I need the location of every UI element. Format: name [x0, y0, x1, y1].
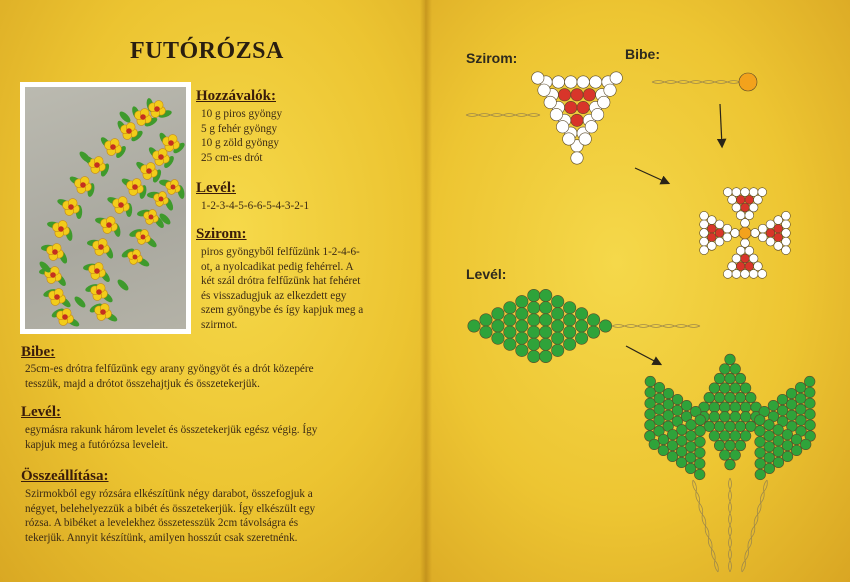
green-bead: [740, 402, 751, 413]
petal-line: szirmot.: [201, 318, 238, 331]
green-bead: [782, 451, 793, 462]
green-bead: [575, 332, 587, 344]
green-bead: [720, 431, 731, 442]
green-bead: [695, 447, 706, 458]
red-bead: [558, 89, 570, 101]
green-bead: [695, 436, 706, 447]
green-bead: [540, 350, 552, 362]
white-bead: [728, 262, 737, 271]
green-bead: [575, 320, 587, 332]
green-bead: [740, 431, 751, 442]
green-bead: [805, 398, 816, 409]
white-bead: [774, 216, 783, 225]
green-bead: [492, 320, 504, 332]
white-bead: [563, 133, 575, 145]
green-bead: [730, 383, 741, 394]
green-bead: [730, 364, 741, 375]
ingredient-item: 10 g zöld gyöngy: [201, 137, 279, 149]
green-bead: [599, 320, 611, 332]
green-bead: [663, 388, 674, 399]
assembled-leaves-diagram: [644, 354, 815, 480]
green-bead: [563, 302, 575, 314]
green-bead: [735, 392, 746, 403]
green-bead: [805, 387, 816, 398]
green-bead: [704, 392, 715, 403]
green-bead: [551, 344, 563, 356]
petal-heading: Szirom:: [196, 226, 247, 242]
green-bead: [540, 289, 552, 301]
red-bead: [766, 229, 775, 238]
red-bead: [774, 224, 783, 233]
green-bead: [730, 402, 741, 413]
green-bead: [672, 394, 683, 405]
green-bead: [800, 439, 811, 450]
white-bead: [749, 270, 758, 279]
leaf-wire: [612, 325, 700, 328]
white-bead: [749, 203, 758, 212]
ingredients-heading: Hozzávalók:: [196, 88, 276, 104]
green-bead: [645, 376, 656, 387]
green-bead: [709, 383, 720, 394]
green-bead: [740, 411, 751, 422]
white-bead: [589, 76, 601, 88]
white-bead: [758, 233, 767, 242]
white-bead: [552, 76, 564, 88]
green-bead: [528, 326, 540, 338]
leaf-line: kapjuk meg a futórózsa leveleit.: [25, 438, 169, 451]
stem-wire-center: [729, 478, 732, 572]
green-bead: [504, 302, 516, 314]
petal-line: és visszadugjuk az elkezdett egy: [201, 289, 347, 302]
green-bead: [720, 411, 731, 422]
green-bead: [540, 326, 552, 338]
green-bead: [805, 420, 816, 431]
green-bead: [725, 354, 736, 365]
stem-wire-left: [693, 480, 719, 572]
green-bead: [516, 295, 528, 307]
green-bead: [654, 382, 665, 393]
green-bead: [528, 338, 540, 350]
green-bead: [480, 326, 492, 338]
white-bead: [591, 108, 603, 120]
white-bead: [700, 237, 709, 246]
green-bead: [528, 302, 540, 314]
arrow-to-leaves: [626, 346, 660, 364]
stamen-line: tesszük, majd a drótot összehajtjuk és összetekerjük.: [25, 377, 260, 390]
white-bead: [774, 242, 783, 251]
white-bead: [715, 220, 724, 229]
white-bead: [723, 224, 732, 233]
red-bead: [774, 233, 783, 242]
white-bead: [700, 229, 709, 238]
white-bead: [732, 203, 741, 212]
white-bead: [577, 76, 589, 88]
red-bead: [571, 114, 583, 126]
petal-wire: [466, 114, 540, 117]
white-bead: [741, 239, 750, 248]
page-title: FUTÓRÓZSA: [130, 38, 284, 64]
white-bead: [604, 84, 616, 96]
ingredient-item: 5 g fehér gyöngy: [201, 122, 278, 135]
white-bead: [723, 188, 732, 197]
stamen-heading: Bibe:: [21, 344, 56, 360]
green-bead: [587, 314, 599, 326]
white-bead: [782, 237, 791, 246]
green-bead: [528, 314, 540, 326]
green-bead: [709, 411, 720, 422]
assembly-line: tekerjük. Annyit készítünk, amilyen hosszút csak szeretnénk.: [25, 531, 298, 544]
petal-line: piros gyöngyből felfűzünk 1-2-4-6-: [201, 246, 360, 258]
red-bead: [736, 262, 745, 271]
white-bead: [707, 242, 716, 251]
green-bead: [563, 338, 575, 350]
green-bead: [516, 320, 528, 332]
red-bead: [736, 195, 745, 204]
white-bead: [749, 254, 758, 263]
white-bead: [745, 211, 754, 220]
red-bead: [565, 101, 577, 113]
petal-line: ot, a nyolcadikat pedig fehérrel. A: [201, 260, 354, 273]
green-bead: [720, 383, 731, 394]
ingredient-item: 25 cm-es drót: [201, 151, 263, 164]
green-bead: [504, 326, 516, 338]
petal-line: két szál drótra felfűzünk hat fehéret: [201, 275, 361, 287]
white-bead: [723, 270, 732, 279]
ingredient-item: 10 g piros gyöngy: [201, 108, 283, 120]
green-bead: [551, 295, 563, 307]
red-bead: [741, 203, 750, 212]
white-bead: [741, 188, 750, 197]
green-bead: [730, 411, 741, 422]
red-bead: [707, 224, 716, 233]
green-bead: [695, 426, 706, 437]
green-bead: [709, 402, 720, 413]
green-bead: [681, 400, 692, 411]
green-bead: [694, 469, 705, 480]
green-bead: [528, 350, 540, 362]
white-bead: [782, 211, 791, 220]
green-bead: [516, 332, 528, 344]
green-bead: [714, 421, 725, 432]
green-bead: [725, 421, 736, 432]
green-bead: [725, 459, 736, 470]
stamen-wire: [652, 81, 740, 84]
white-bead: [741, 270, 750, 279]
white-bead: [700, 246, 709, 255]
green-bead: [773, 457, 784, 468]
white-bead: [700, 211, 709, 220]
white-bead: [598, 96, 610, 108]
green-bead: [551, 332, 563, 344]
green-bead: [720, 402, 731, 413]
red-bead: [583, 89, 595, 101]
white-bead: [782, 229, 791, 238]
green-bead: [791, 445, 802, 456]
green-bead: [551, 320, 563, 332]
white-bead: [538, 84, 550, 96]
white-bead: [732, 254, 741, 263]
green-bead: [695, 458, 706, 469]
green-bead: [516, 344, 528, 356]
red-bead: [745, 195, 754, 204]
green-bead: [709, 431, 720, 442]
white-bead: [723, 233, 732, 242]
white-bead: [749, 188, 758, 197]
green-bead: [725, 373, 736, 384]
green-bead: [695, 415, 706, 426]
white-bead: [754, 195, 763, 204]
white-bead: [736, 211, 745, 220]
petal-bead-diagram: [532, 72, 623, 164]
red-bead: [715, 229, 724, 238]
assembly-line: Szirmokból egy rózsára elkészítünk négy darabot, összefogjuk a: [25, 488, 313, 500]
gold-center-bead: [739, 227, 751, 239]
green-bead: [725, 440, 736, 451]
white-bead: [579, 133, 591, 145]
green-bead: [735, 373, 746, 384]
green-bead: [804, 376, 815, 387]
white-bead: [782, 246, 791, 255]
white-bead: [715, 237, 724, 246]
white-bead: [700, 220, 709, 229]
white-bead: [585, 121, 597, 133]
green-bead: [746, 392, 757, 403]
green-bead: [504, 338, 516, 350]
green-bead: [587, 326, 599, 338]
white-bead: [732, 188, 741, 197]
green-bead: [764, 463, 775, 474]
white-bead: [565, 76, 577, 88]
green-bead: [540, 338, 552, 350]
gold-bead: [739, 73, 757, 91]
white-bead: [732, 270, 741, 279]
white-bead: [731, 229, 740, 238]
white-bead: [736, 246, 745, 255]
green-bead: [714, 440, 725, 451]
green-bead: [740, 383, 751, 394]
red-bead: [571, 89, 583, 101]
white-bead: [550, 108, 562, 120]
white-bead: [741, 219, 750, 228]
green-bead: [551, 308, 563, 320]
leaf-diagram-label: Levél:: [466, 266, 507, 282]
green-bead: [720, 450, 731, 461]
white-bead: [532, 72, 544, 84]
white-bead: [544, 96, 556, 108]
green-bead: [714, 373, 725, 384]
green-bead: [730, 431, 741, 442]
white-bead: [758, 270, 767, 279]
leaf-heading: Levél:: [21, 404, 61, 420]
green-bead: [563, 314, 575, 326]
green-bead: [805, 409, 816, 420]
green-bead: [735, 440, 746, 451]
green-bead: [563, 326, 575, 338]
stamen-line: 25cm-es drótra felfűzünk egy arany gyöngyöt és a drót közepére: [25, 363, 314, 375]
red-bead: [741, 254, 750, 263]
green-bead: [504, 314, 516, 326]
red-bead: [745, 262, 754, 271]
white-bead: [728, 195, 737, 204]
green-bead: [528, 289, 540, 301]
green-bead: [540, 314, 552, 326]
green-bead: [468, 320, 480, 332]
assembled-flower-diagram: [700, 188, 791, 279]
green-bead: [755, 469, 766, 480]
white-bead: [758, 224, 767, 233]
petal-diagram-label: Szirom:: [466, 50, 518, 66]
leaf-count-sequence: 1-2-3-4-5-6-6-5-4-3-2-1: [201, 200, 310, 212]
white-bead: [610, 72, 622, 84]
green-bead: [540, 302, 552, 314]
white-bead: [707, 216, 716, 225]
green-bead: [575, 308, 587, 320]
red-bead: [707, 233, 716, 242]
white-bead: [754, 262, 763, 271]
green-bead: [725, 392, 736, 403]
green-bead: [730, 450, 741, 461]
stamen-diagram-label: Bibe:: [625, 46, 660, 62]
assembly-heading: Összeállítása:: [21, 468, 109, 484]
assembly-line: rózsa. A bibéket a levelekhez összetesszük 2cm távolságra és: [25, 517, 299, 529]
green-bead: [516, 308, 528, 320]
white-bead: [745, 246, 754, 255]
petal-line: szem gyöngybe és így kapjuk meg a: [201, 304, 364, 316]
white-bead: [766, 237, 775, 246]
leaf-line: egymásra rakunk három levelet és összetekerjük egész végig. Így: [25, 424, 318, 436]
white-bead: [556, 121, 568, 133]
green-bead: [492, 332, 504, 344]
green-bead: [714, 392, 725, 403]
green-bead: [492, 308, 504, 320]
white-bead: [571, 152, 583, 164]
red-bead: [577, 101, 589, 113]
leaf-bead-diagram: [468, 289, 612, 362]
green-bead: [735, 421, 746, 432]
white-bead: [758, 188, 767, 197]
stem-wire-right: [742, 480, 768, 572]
white-bead: [782, 220, 791, 229]
white-bead: [766, 220, 775, 229]
green-bead: [720, 364, 731, 375]
arrow-to-flower: [635, 168, 668, 183]
leaf-count-heading: Levél:: [196, 180, 236, 196]
assembly-line: négyet, belehelyezzük a bibét és összetekerjük. Így elkészült egy: [25, 502, 316, 515]
white-bead: [751, 229, 760, 238]
arrow-down: [720, 104, 722, 146]
green-bead: [480, 314, 492, 326]
